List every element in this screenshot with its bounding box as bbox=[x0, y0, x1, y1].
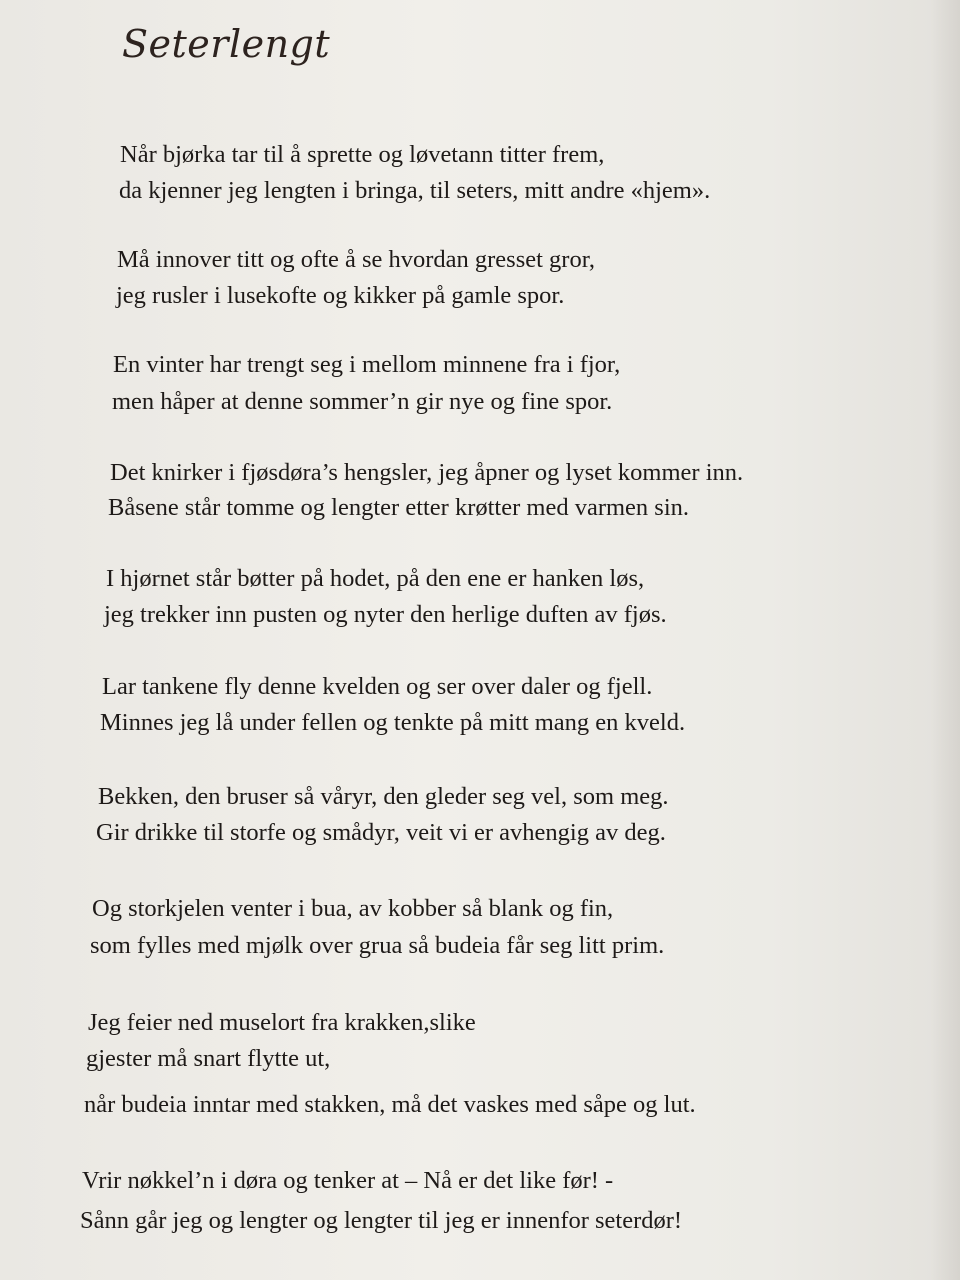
poem-line: da kjenner jeg lengten i bringa, til seters, mitt andre «hjem». bbox=[119, 177, 711, 204]
poem-line: Lar tankene fly denne kvelden og ser over daler og fjell. bbox=[102, 673, 653, 700]
poem-line: En vinter har trengt seg i mellom minnene fra i fjor, bbox=[113, 351, 621, 378]
poem-line: Bekken, den bruser så våryr, den gleder seg vel, som meg. bbox=[98, 783, 669, 810]
poem-line: Og storkjelen venter i bua, av kobber så blank og fin, bbox=[92, 895, 614, 922]
poem-line: Må innover titt og ofte å se hvordan gresset gror, bbox=[117, 246, 596, 273]
poem-title: Seterlengt bbox=[122, 22, 331, 66]
poem-line: Sånn går jeg og lengter og lengter til jeg er innenfor seterdør! bbox=[80, 1207, 683, 1234]
poem-line: Minnes jeg lå under fellen og tenkte på mitt mang en kveld. bbox=[100, 709, 686, 736]
poem-line: men håper at denne sommer’n gir nye og fine spor. bbox=[112, 388, 613, 415]
poem-line: som fylles med mjølk over grua så budeia får seg litt prim. bbox=[90, 932, 665, 959]
poem-line: Det knirker i fjøsdøra’s hengsler, jeg åpner og lyset kommer inn. bbox=[110, 459, 744, 486]
poem-line: jeg trekker inn pusten og nyter den herlige duften av fjøs. bbox=[104, 601, 667, 628]
poem-line: Vrir nøkkel’n i døra og tenker at – Nå er det like før! - bbox=[82, 1167, 614, 1194]
poem-line: Jeg feier ned muselort fra krakken,slike bbox=[88, 1009, 476, 1036]
poem-line: gjester må snart flytte ut, bbox=[86, 1045, 331, 1072]
poem-line: jeg rusler i lusekofte og kikker på gamle spor. bbox=[116, 282, 565, 309]
poem-line: Gir drikke til storfe og smådyr, veit vi er avhengig av deg. bbox=[96, 819, 666, 846]
poem-line: I hjørnet står bøtter på hodet, på den ene er hanken løs, bbox=[106, 565, 645, 592]
poem-line: når budeia inntar med stakken, må det vaskes med såpe og lut. bbox=[84, 1091, 696, 1118]
poem-line: Når bjørka tar til å sprette og løvetann titter frem, bbox=[120, 141, 605, 168]
poem-line: Båsene står tomme og lengter etter krøtter med varmen sin. bbox=[108, 494, 690, 521]
